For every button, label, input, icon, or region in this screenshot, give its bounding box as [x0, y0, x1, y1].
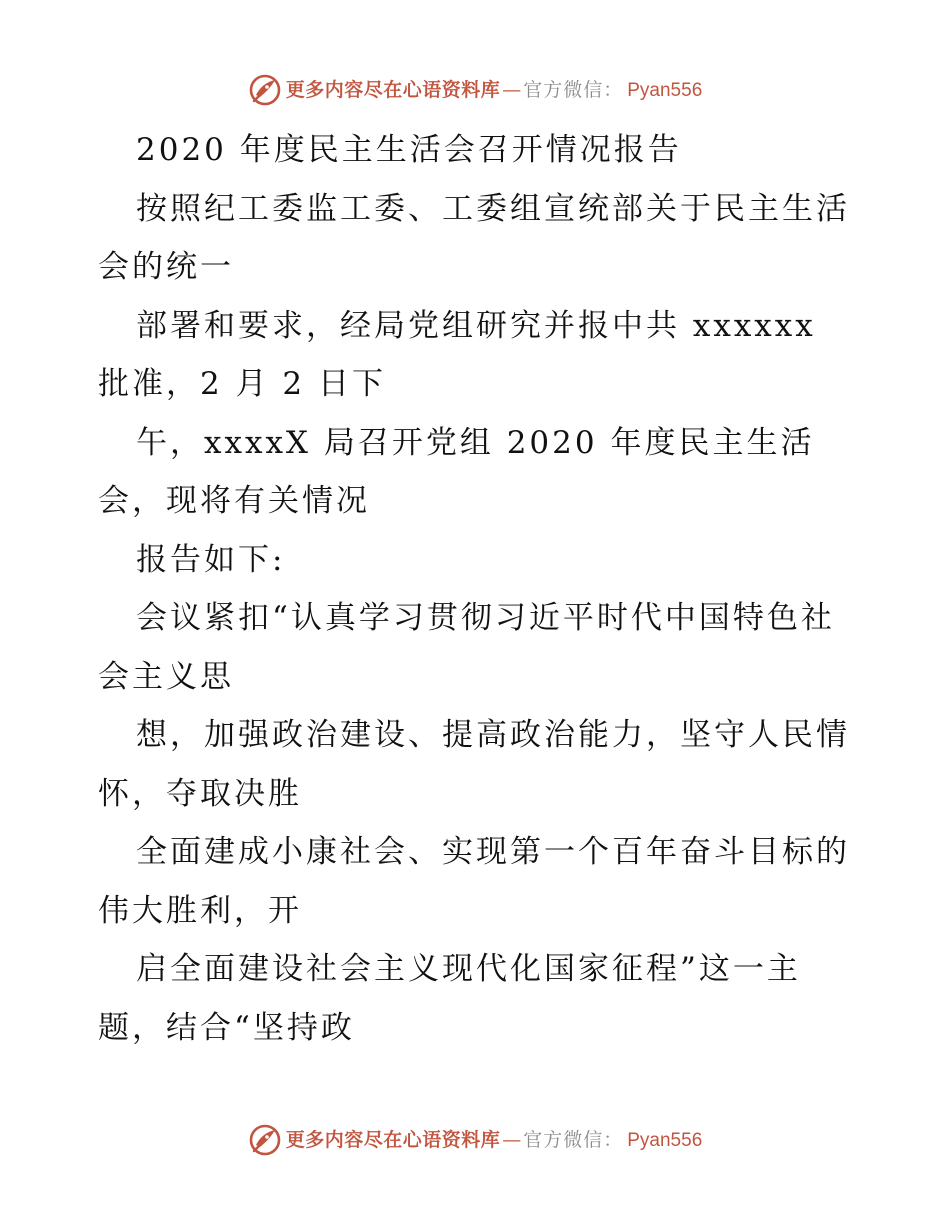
pen-nib-logo-icon	[248, 1123, 282, 1157]
banner-wechat-label: 官方微信：	[523, 78, 624, 101]
banner-dash: —	[502, 1128, 522, 1151]
document-title: 2020 年度民主生活会召开情况报告	[136, 132, 682, 168]
paragraph: 报告如下:	[136, 541, 286, 578]
paragraph: 午，xxxxX 局召开党组 2020 年度民主生活会，现将有关情况	[98, 424, 815, 519]
banner-wechat-id: Pyan556	[627, 1129, 703, 1151]
paragraph: 启全面建设社会主义现代化国家征程”这一主题，结合“坚持政	[98, 951, 801, 1046]
paragraph: 按照纪工委监工委、工委组宣统部关于民主生活会的统一	[98, 190, 850, 285]
banner-dash: —	[502, 78, 522, 101]
paragraph: 全面建成小康社会、实现第一个百年奋斗目标的伟大胜利，开	[98, 834, 850, 929]
document-body	[98, 121, 858, 1057]
pen-nib-logo-icon	[248, 73, 282, 107]
banner-wechat-label: 官方微信：	[523, 1128, 624, 1151]
paragraph: 会议紧扣“认真学习贯彻习近平时代中国特色社会主义思	[98, 600, 835, 695]
banner-main-text: 更多内容尽在心语资料库	[285, 1128, 501, 1151]
paragraph: 想，加强政治建设、提高政治能力，坚守人民情怀，夺取决胜	[98, 717, 850, 812]
banner-wechat-id: Pyan556	[627, 79, 703, 101]
paragraph: 部署和要求，经局党组研究并报中共 xxxxxx 批准，2 月 2 日下	[98, 307, 816, 402]
footer-watermark-banner	[0, 1120, 950, 1160]
banner-main-text: 更多内容尽在心语资料库	[285, 78, 501, 101]
header-watermark-banner	[0, 70, 950, 110]
